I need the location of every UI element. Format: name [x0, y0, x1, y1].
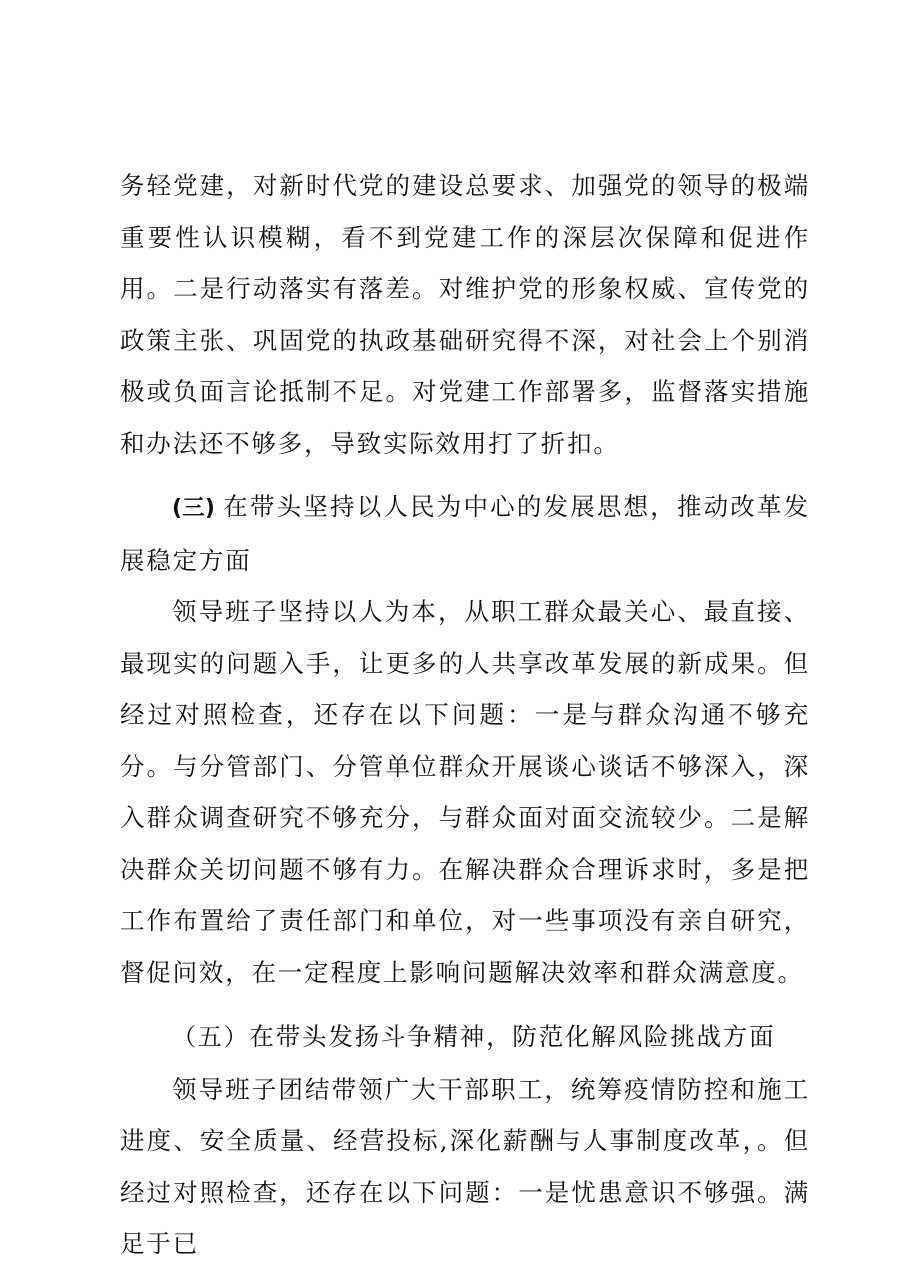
section-marker-five: （五） [172, 1023, 250, 1051]
paragraph-struggle-spirit: 领导班子团结带领广大干部职工，统筹疫情防控和施工进度、安全质量、经营投标,深化薪酬与人事制度改革，。但经过对照检查，还存在以下问题：一是忧患意识不够强。满足于已 [120, 1074, 810, 1258]
section-heading-five [120, 1011, 810, 1064]
paragraph-people-centered: 领导班子坚持以人为本，从职工群众最关心、最直接、最现实的问题入手，让更多的人共享改革发展的新成果。但经过对照检查，还存在以下问题：一是与群众沟通不够充分。与分管部门、分管单位群众开展谈心谈话不够深入，深入群众调查研究不够充分，与群众面对面交流较少。二是解决群众关切问题不够有力。在解决群众合理诉求时，多是把工作布置给了责任部门和单位，对一些事项没有亲自研究，督促问效，在一定程度上影响问题解决效率和群众满意度。 [120, 597, 810, 987]
document-body [120, 160, 810, 1270]
section-heading-three-text: 在带头坚持以人民为中心的发展思想，推动改革发展稳定方面 [120, 492, 810, 575]
section-heading-three [120, 481, 810, 586]
paragraph-party-building-continued: 务轻党建，对新时代党的建设总要求、加强党的领导的极端重要性认识模糊，看不到党建工作的深层次保障和促进作用。二是行动落实有落差。对维护党的形象权威、宣传党的政策主张、巩固党的执政基础研究得不深，对社会上个别消极或负面言论抵制不足。对党建工作部署多，监督落实措施和办法还不够多，导致实际效用打了折扣。 [120, 171, 810, 458]
section-heading-five-text: 在带头发扬斗争精神，防范化解风险挑战方面 [249, 1022, 776, 1051]
section-marker-three: (三) [172, 496, 215, 521]
